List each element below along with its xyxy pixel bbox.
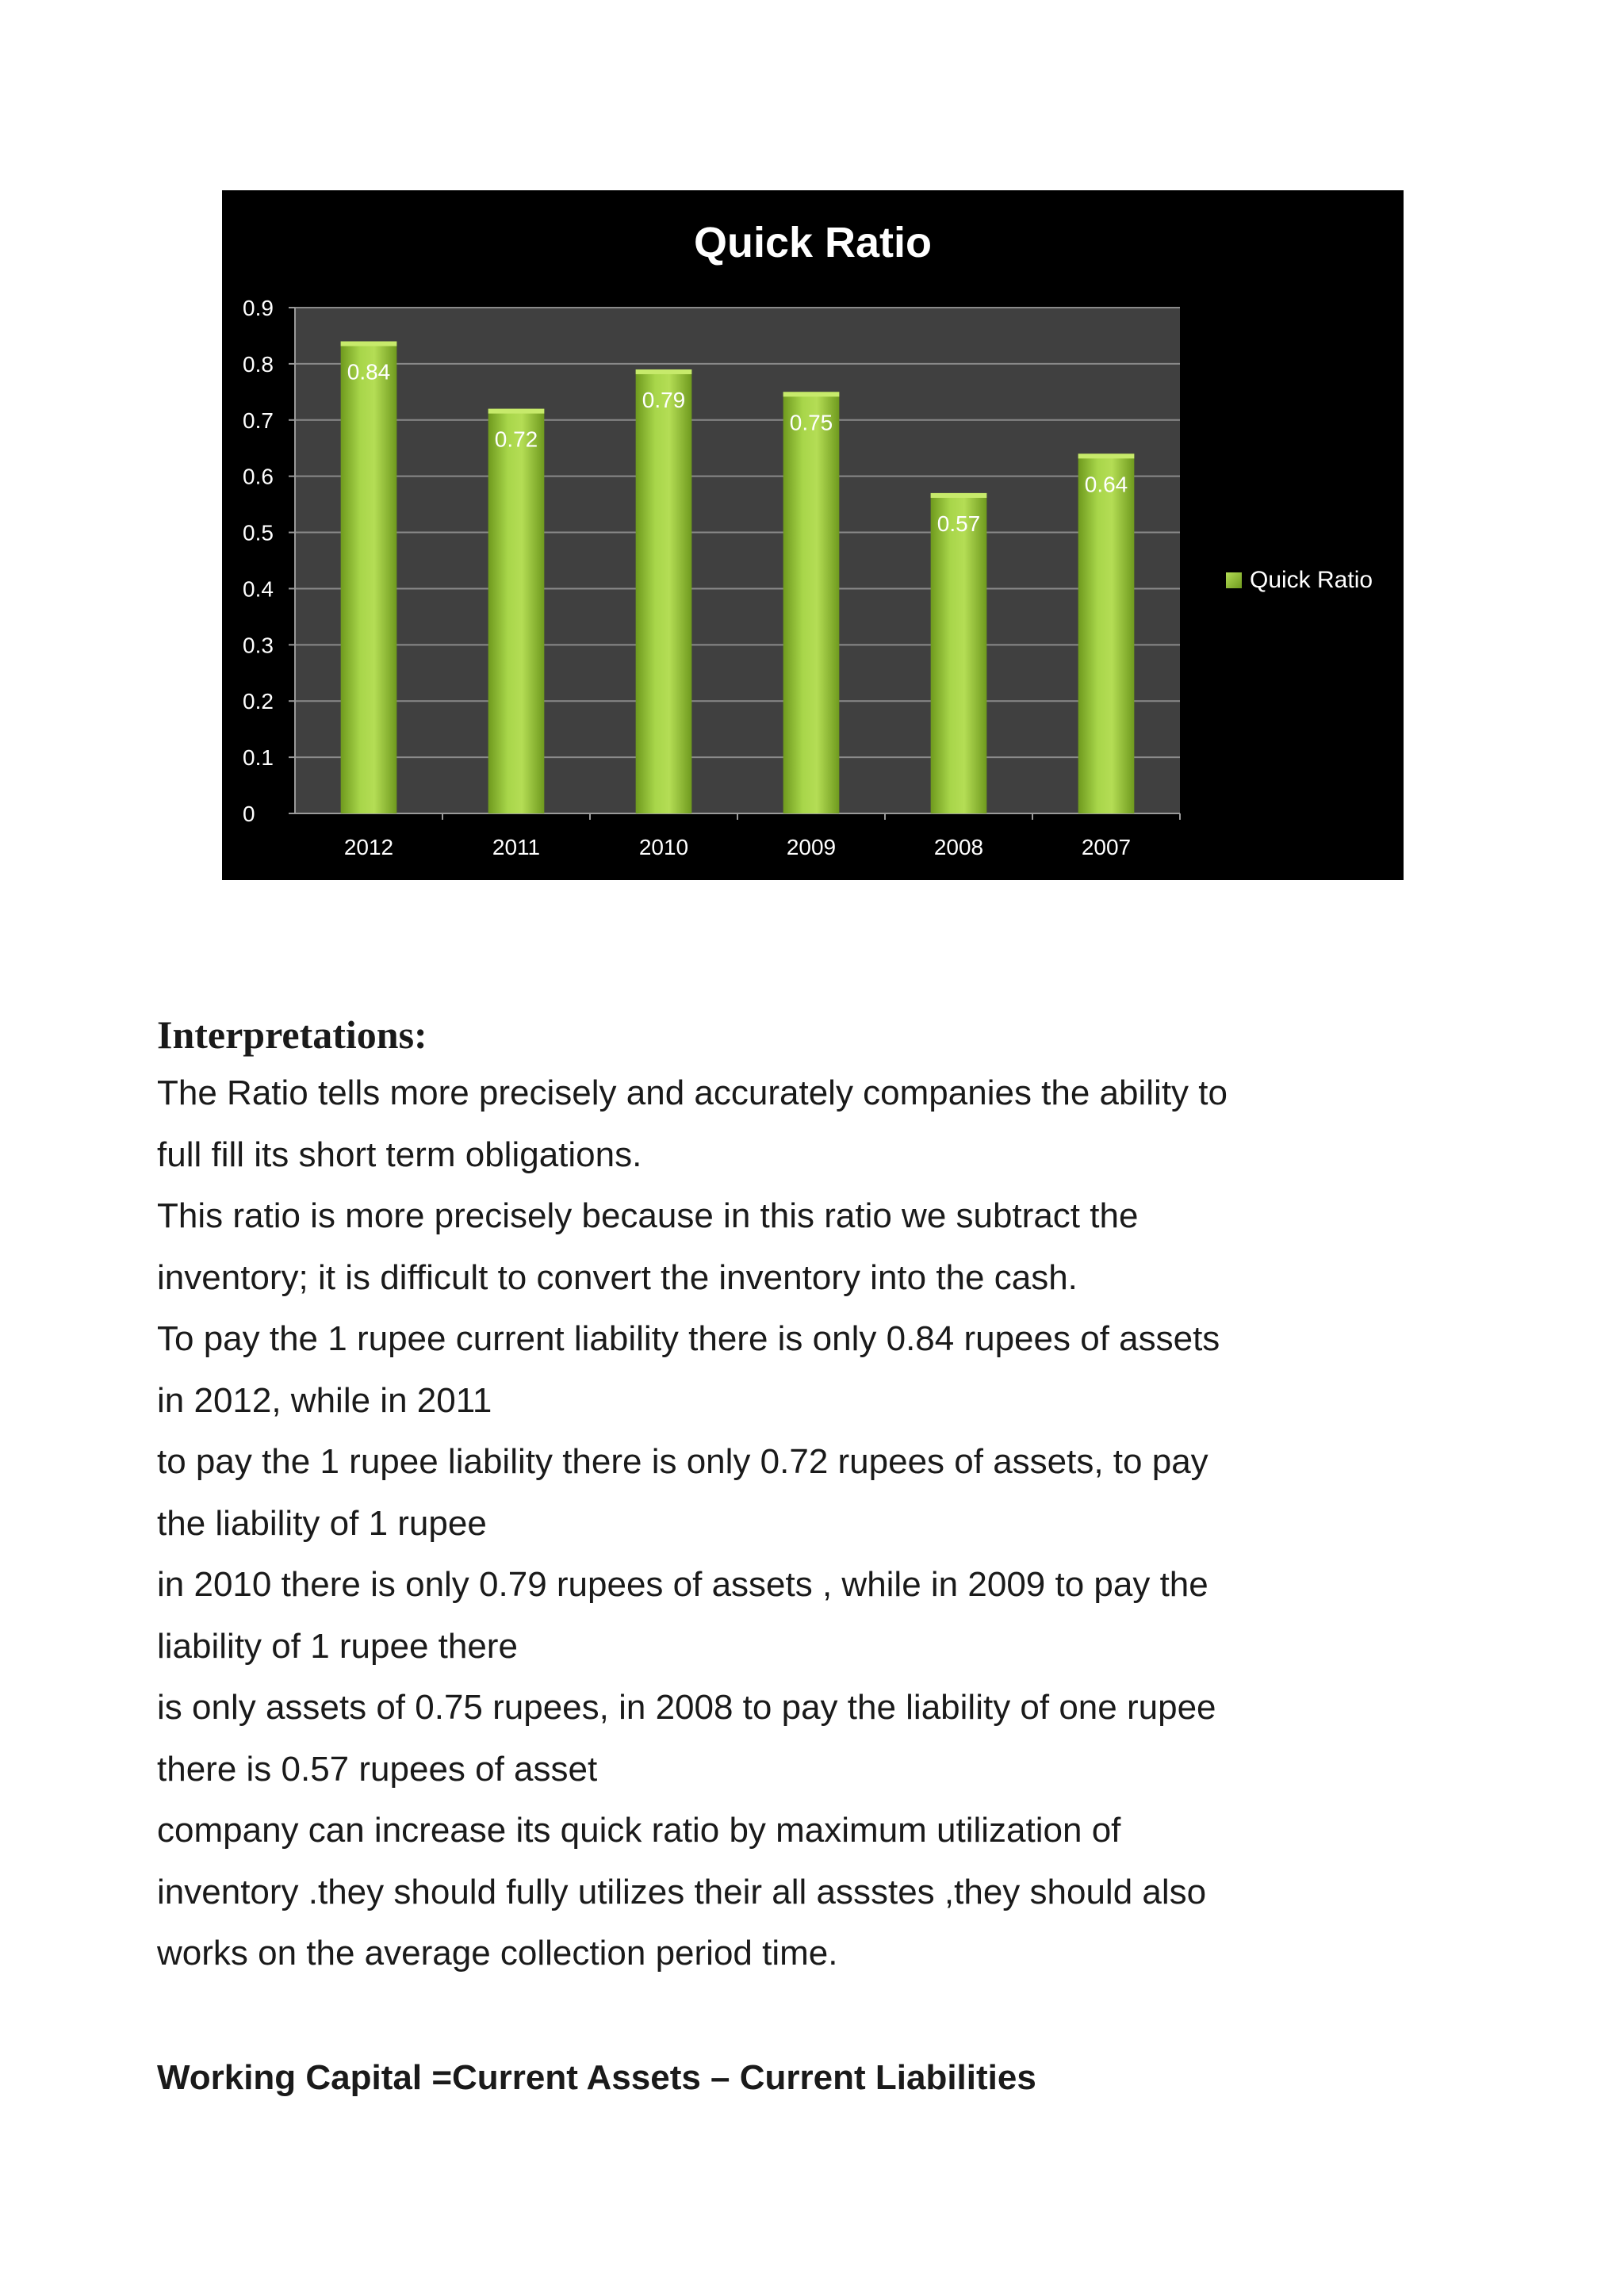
bar-2010: [636, 369, 692, 813]
text-line: The Ratio tells more precisely and accurately companies the ability to: [157, 1073, 1228, 1112]
bar-2012: [341, 342, 397, 813]
interpretation-text: [157, 1062, 1410, 1984]
y-tick-label: 0.2: [243, 689, 274, 714]
y-tick-label: 0.1: [243, 745, 274, 771]
text-line: in 2012, while in 2011: [157, 1380, 492, 1420]
text-line: This ratio is more precisely because in this ratio we subtract the: [157, 1196, 1139, 1235]
data-label-2009: 0.75: [789, 410, 833, 435]
data-label-2011: 0.72: [494, 427, 538, 452]
bar-cap-2007: [1078, 453, 1135, 458]
text-line: works on the average collection period time.: [157, 1934, 838, 1973]
legend-swatch: [1226, 572, 1242, 588]
y-tick-label: 0.5: [243, 520, 274, 545]
bar-cap-2009: [783, 392, 840, 396]
legend: [1226, 567, 1373, 593]
data-label-2007: 0.64: [1084, 472, 1128, 497]
text-line: company can increase its quick ratio by maximum utilization of: [157, 1811, 1121, 1850]
data-label-2010: 0.79: [642, 387, 686, 412]
x-tick-label: 2011: [492, 835, 541, 859]
y-tick-label: 0.7: [243, 408, 274, 433]
y-tick-label: 0.8: [243, 351, 274, 377]
plot-area: [295, 308, 1180, 813]
chart-title: Quick Ratio: [693, 219, 933, 266]
text-line: to pay the 1 rupee liability there is only 0.72 rupees of assets, to pay: [157, 1442, 1208, 1481]
bar-2007: [1078, 453, 1135, 813]
data-label-2012: 0.84: [347, 359, 391, 385]
x-tick-label: 2009: [786, 835, 837, 859]
bar-cap-2008: [931, 493, 987, 498]
bar-2011: [488, 409, 545, 813]
text-line: To pay the 1 rupee current liability there is only 0.84 rupees of assets: [157, 1319, 1220, 1358]
x-tick-label: 2007: [1081, 835, 1132, 859]
text-line: there is 0.57 rupees of asset: [157, 1749, 598, 1789]
working-capital-formula: Working Capital =Current Assets – Current Liabilities: [157, 2058, 1036, 2097]
text-line: inventory .they should fully utilizes their all assstes ,they should also: [157, 1872, 1207, 1911]
chart-canvas: [222, 190, 1404, 880]
x-tick-label: 2010: [638, 835, 689, 859]
bar-cap-2012: [341, 342, 397, 346]
text-line: in 2010 there is only 0.79 rupees of assets , while in 2009 to pay the: [157, 1565, 1208, 1604]
bar-cap-2011: [488, 409, 545, 414]
x-tick-label: 2012: [343, 835, 394, 859]
bar-2008: [931, 493, 987, 813]
bar-cap-2010: [636, 369, 692, 374]
y-tick-label: 0: [243, 802, 255, 826]
text-line: liability of 1 rupee there: [157, 1626, 518, 1666]
y-tick-label: 0.6: [243, 464, 274, 489]
y-tick-label: 0.3: [243, 633, 274, 658]
text-line: is only assets of 0.75 rupees, in 2008 to pay the liability of one rupee: [157, 1688, 1216, 1727]
data-label-2008: 0.57: [936, 511, 981, 536]
text-line: the liability of 1 rupee: [157, 1503, 487, 1543]
legend-label: Quick Ratio: [1250, 567, 1373, 593]
text-line: full fill its short term obligations.: [157, 1135, 642, 1174]
x-tick-label: 2008: [933, 835, 984, 859]
text-line: inventory; it is difficult to convert the inventory into the cash.: [157, 1257, 1078, 1297]
y-tick-label: 0.4: [243, 576, 274, 602]
quick-ratio-chart: [222, 190, 1404, 880]
y-tick-label: 0.9: [243, 296, 274, 320]
interpretations-section: [157, 1007, 1410, 1984]
section-heading: Interpretations:: [157, 1012, 427, 1057]
bar-2009: [783, 392, 840, 813]
